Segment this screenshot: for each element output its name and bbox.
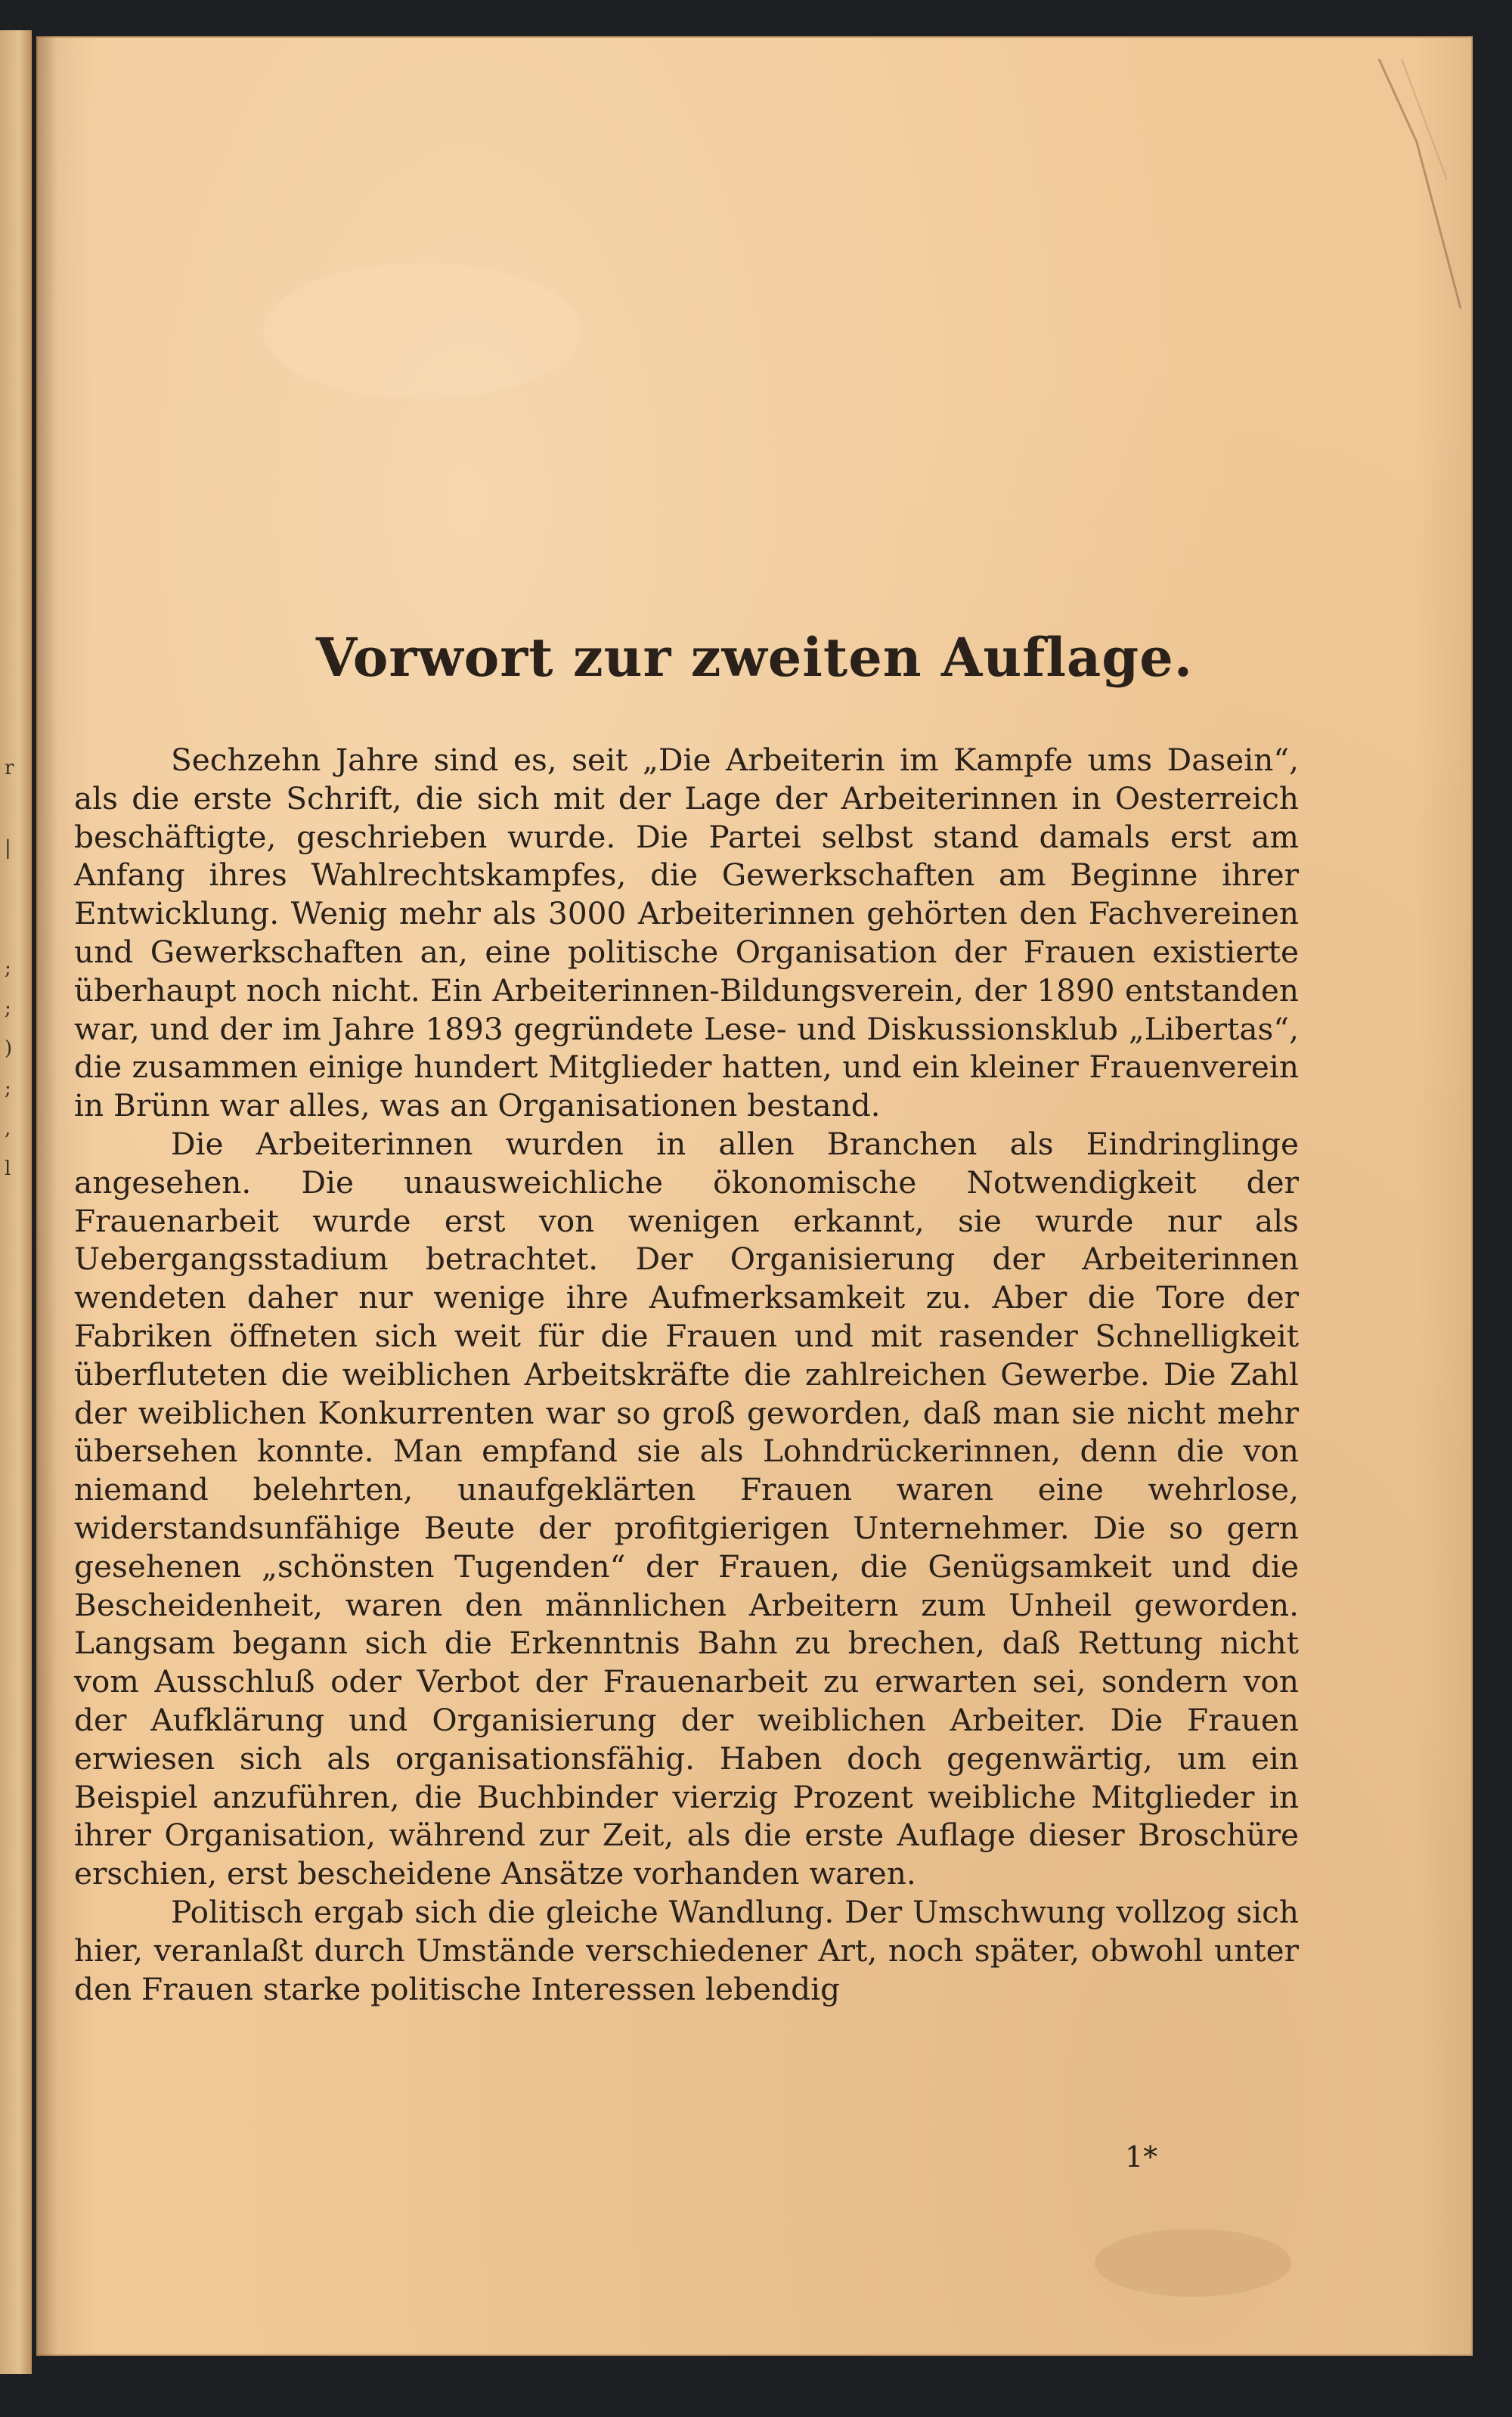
page-number: 1* xyxy=(1125,2140,1158,2174)
paragraph-3: Politisch ergab sich die gleiche Wandlung. Der Umschwung vollzog sich hier, veranlaßt durch Umstände verschiedener Art, noch später, obwohl unter den Frauen starke politische Interessen lebendig xyxy=(74,1893,1299,2007)
previous-page-margin-marks: r | ; ; ) ; , l xyxy=(5,757,14,1180)
book-page xyxy=(36,36,1473,2356)
spine-shadow xyxy=(36,36,57,2356)
paragraph-1: Sechzehn Jahre sind es, seit „Die Arbeiterin im Kampfe ums Dasein“, als die erste Schrift, die sich mit der Lage der Arbeiterinnen in Oesterreich beschäftigte, geschrieben wurde. Die Partei selbst stand damals erst am Anfang ihres Wahlrechtskampfes, die Gewerkschaften am Beginne ihrer Entwicklung. Wenig mehr als 3000 Arbeiterinnen gehörten den Fachvereinen und Gewerkschaften an, eine politische Organisation der Frauen existierte überhaupt noch nicht. Ein Arbeiterinnen-Bildungsverein, der 1890 entstanden war, und der im Jahre 1893 gegründete Lese- und Diskussionsklub „Libertas“, die zusammen einige hundert Mitglieder hatten, und ein kleiner Frauenverein in Brünn war alles, was an Organisationen bestand. xyxy=(74,742,1299,1124)
previous-page-edge xyxy=(0,30,32,2374)
paper-stain xyxy=(1095,2229,1291,2297)
paper-highlight xyxy=(263,263,581,399)
body-text xyxy=(74,741,1299,2008)
page-corner-crease xyxy=(1371,59,1462,308)
page-heading: Vorwort zur zweiten Auflage. xyxy=(315,626,1194,689)
paragraph-2: Die Arbeiterinnen wurden in allen Branchen als Eindringlinge angesehen. Die unausweichliche ökonomische Notwendigkeit der Frauenarbeit wurde erst von wenigen erkannt, sie wurde nur als Uebergangsstadium betrachtet. Der Organisierung der Arbeiterinnen wendeten daher nur wenige ihre Aufmerksamkeit zu. Aber die Tore der Fabriken öffneten sich weit für die Frauen und mit rasender Schnelligkeit überfluteten die weiblichen Arbeitskräfte die zahlreichen Gewerbe. Die Zahl der weiblichen Konkurrenten war so groß geworden, daß man sie nicht mehr übersehen konnte. Man empfand sie als Lohndrückerinnen, denn die von niemand belehrten, unaufgeklärten Frauen waren eine wehrlose, widerstandsunfähige Beute der profitgierigen Unternehmer. Die so gern gesehenen „schönsten Tugenden“ der Frauen, die Genügsamkeit und die Bescheidenheit, waren den männlichen Arbeitern zum Unheil geworden. Langsam begann sich die Erkenntnis Bahn zu brechen, daß Rettung nicht vom Ausschluß oder Verbot der Frauenarbeit zu erwarten sei, sondern von der Aufklärung und Organisierung der weiblichen Arbeiter. Die Frauen erwiesen sich als organisationsfähig. Haben doch gegenwärtig, um ein Beispiel anzuführen, die Buchbinder vierzig Prozent weibliche Mitglieder in ihrer Organisation, während zur Zeit, als die erste Auflage dieser Broschüre erschien, erst bescheidene Ansätze vorhanden waren. xyxy=(74,1125,1299,1892)
